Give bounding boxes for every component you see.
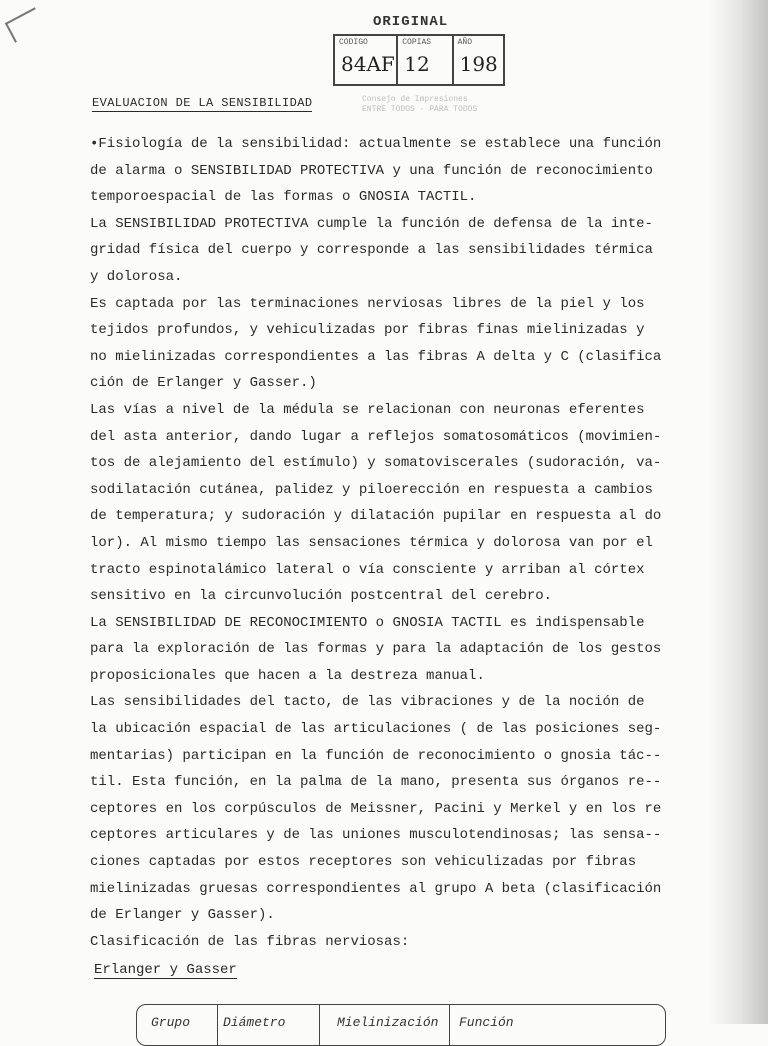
- text-line: ción de Erlanger y Gasser.): [90, 375, 317, 392]
- text-line: ceptores articulares y de las uniones musculotendinosas; las sensa--: [90, 827, 662, 844]
- stamp-value: 12: [404, 52, 430, 76]
- corner-fold-mark: [5, 7, 45, 42]
- text-line: tos de alejamiento del estímulo) y somatoviscerales (sudoración, va-: [90, 455, 662, 472]
- text-line: ciones captadas por estos receptores son vehiculizadas por fibras: [90, 854, 637, 871]
- table-header-funcion: Función: [459, 1015, 514, 1030]
- text-line: de temperatura; y sudoración y dilatación pupilar en respuesta al do: [90, 508, 662, 525]
- faded-line: ENTRE TODOS · PARA TODOS: [362, 105, 478, 114]
- text-line: no mielinizadas correspondientes a las fibras A delta y C (clasifica: [90, 348, 662, 365]
- stamp-cell-codigo: [335, 36, 398, 84]
- text-line: Las vías a nivel de la médula se relacionan con neuronas eferentes: [90, 401, 645, 418]
- fiber-classification-table: [136, 1004, 666, 1046]
- stamp-header: CODIGO: [339, 38, 368, 47]
- table-divider: [217, 1005, 218, 1045]
- document-title: EVALUACION DE LA SENSIBILIDAD: [92, 96, 313, 110]
- text-line: mielinizadas gruesas correspondientes al grupo A beta (clasificación: [90, 880, 662, 897]
- text-line: mentarias) participan en la función de reconocimiento o gnosia tác--: [90, 747, 662, 764]
- stamp-title: ORIGINAL: [373, 14, 449, 30]
- table-divider: [319, 1005, 320, 1045]
- text-line: Clasificación de las fibras nerviosas:: [90, 933, 410, 950]
- text-line: La SENSIBILIDAD DE RECONOCIMIENTO o GNOSIA TACTIL es indispensable: [90, 614, 645, 631]
- stamp-cell-ano: [454, 36, 503, 84]
- stamp-header: AÑO: [457, 38, 472, 47]
- stamp-cell-copias: [398, 36, 453, 84]
- text-line: ceptores en los corpúsculos de Meissner, Pacini y Merkel y en los re: [90, 800, 662, 817]
- text-line: til. Esta función, en la palma de la mano, presenta sus órganos re--: [90, 774, 662, 791]
- text-line: para la exploración de las formas y para la adaptación de los gestos: [90, 641, 662, 658]
- stamp-header: COPIAS: [402, 38, 432, 47]
- table-header-mielinizacion: Mielinización: [337, 1015, 439, 1030]
- faded-line: Consejo de Impresiones: [362, 95, 468, 104]
- text-line: Las sensibilidades del tacto, de las vibraciones y de la noción de: [90, 694, 645, 711]
- table-header-diametro: Diámetro: [223, 1015, 286, 1030]
- text-line: de Erlanger y Gasser).: [90, 907, 275, 924]
- stamp-box: [333, 34, 505, 86]
- text-line: de alarma o SENSIBILIDAD PROTECTIVA y una función de reconocimiento: [90, 162, 653, 179]
- stamp-value: 84AF: [341, 52, 395, 76]
- text-line: tracto espinotalámico lateral o vía consciente y arriban al córtex: [90, 561, 645, 578]
- text-line: lor). Al mismo tiempo las sensaciones térmica y dolorosa van por el: [90, 534, 653, 551]
- text-line: temporoespacial de las formas o GNOSIA TACTIL.: [90, 189, 477, 206]
- text-line: La SENSIBILIDAD PROTECTIVA cumple la función de defensa de la inte-: [90, 215, 653, 232]
- text-line: •Fisiología de la sensibilidad: actualmente se establece una función: [90, 136, 662, 152]
- table-divider: [449, 1005, 450, 1045]
- text-line: y dolorosa.: [90, 268, 183, 285]
- text-line: del asta anterior, dando lugar a reflejos somatosomáticos (movimien-: [90, 428, 662, 445]
- text-line: sodilatación cutánea, palidez y piloerección en respuesta a cambios: [90, 481, 653, 498]
- original-stamp: [333, 14, 503, 84]
- faded-stamp-text: [362, 95, 477, 115]
- stamp-value: 198: [459, 52, 498, 76]
- text-line: gridad física del cuerpo y corresponde a las sensibilidades térmica: [90, 242, 653, 259]
- table-header-grupo: Grupo: [151, 1015, 191, 1030]
- text-line: sensitivo en la circunvolución postcentral del cerebro.: [90, 588, 553, 605]
- text-line: tejidos profundos, y vehiculizadas por fibras finas mielinizadas y: [90, 322, 645, 339]
- classification-subheading: Erlanger y Gasser: [94, 962, 237, 978]
- text-line: la ubicación espacial de las articulaciones ( de las posiciones seg-: [90, 721, 662, 738]
- text-line: Es captada por las terminaciones nerviosas libres de la piel y los: [90, 295, 645, 312]
- text-line: proposicionales que hacen a la destreza manual.: [90, 667, 485, 684]
- body-text: [90, 131, 730, 955]
